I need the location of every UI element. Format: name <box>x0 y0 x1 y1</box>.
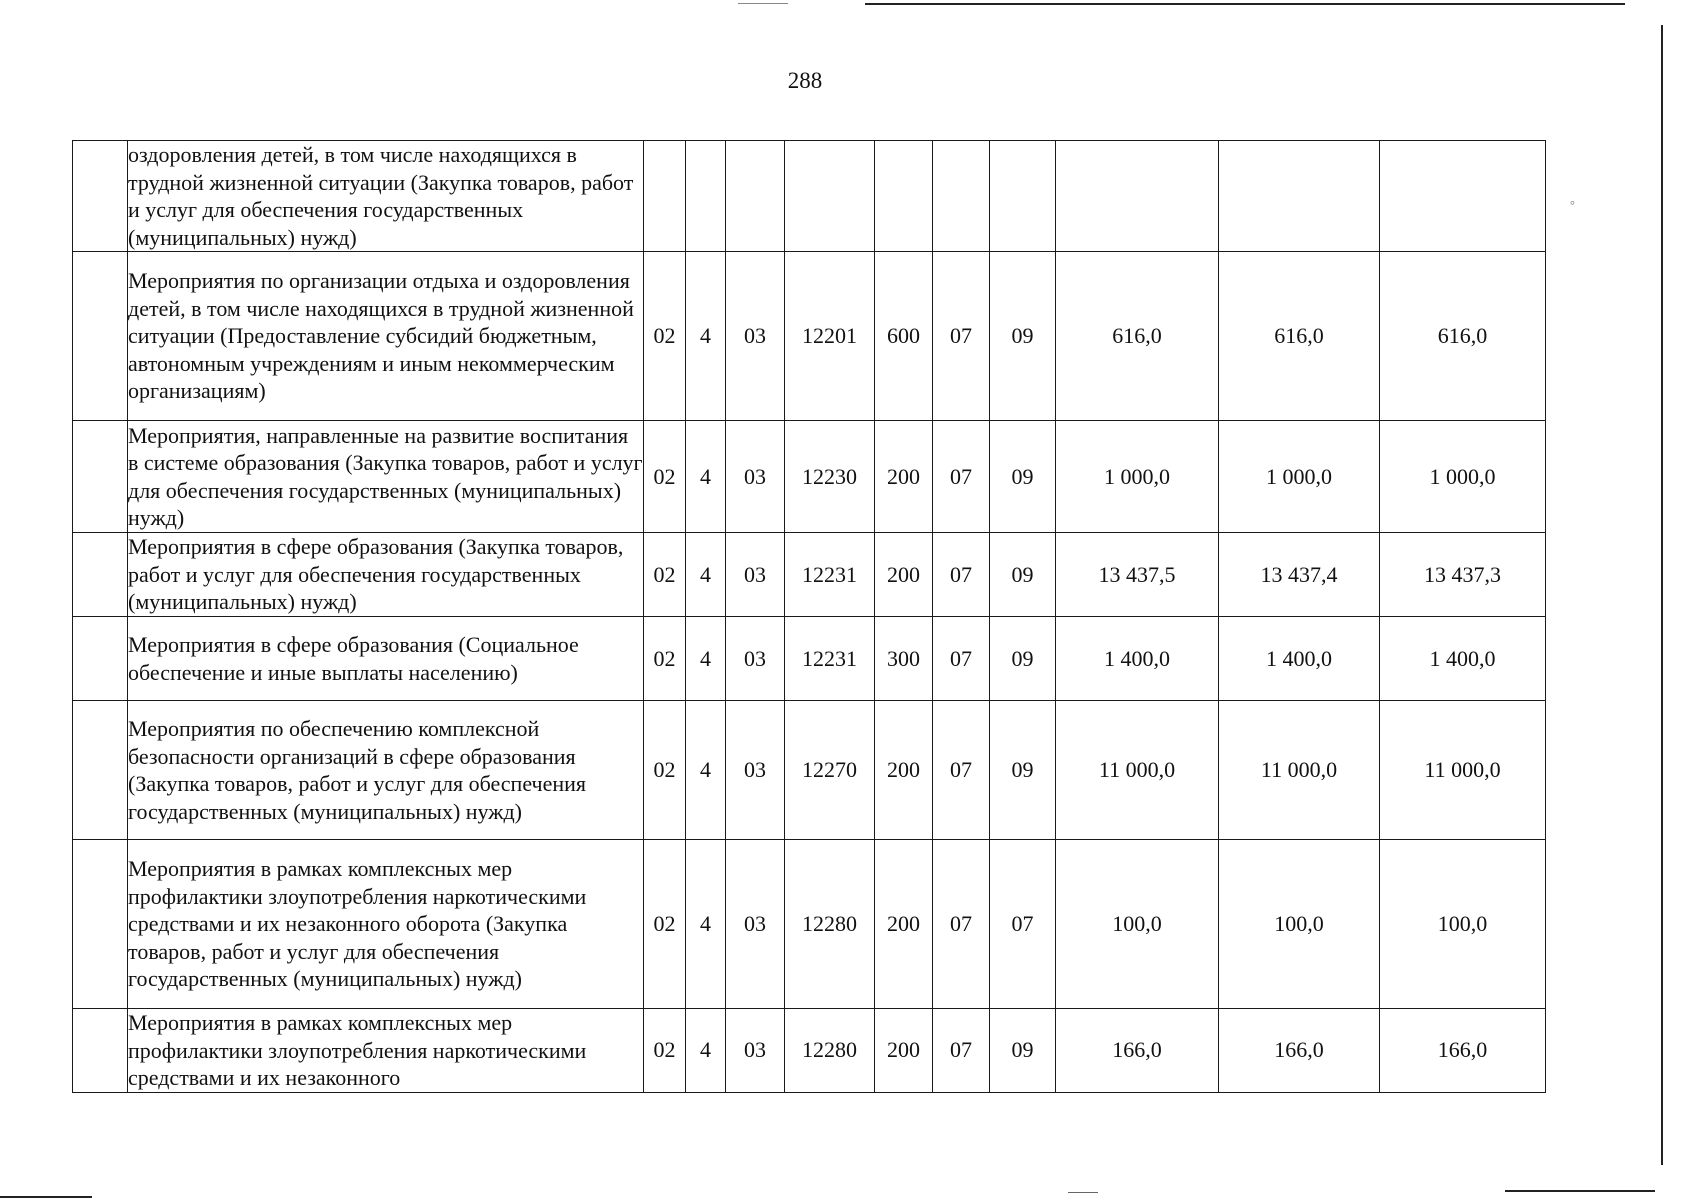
section-code-cell: 07 <box>933 533 990 617</box>
expense-type-code-cell: 600 <box>875 252 933 421</box>
amount-year-2-cell: 13 437,4 <box>1219 533 1380 617</box>
subsection-code-cell: 09 <box>990 617 1056 701</box>
expense-type-code-cell: 200 <box>875 840 933 1009</box>
amount-year-1-cell: 11 000,0 <box>1056 701 1219 840</box>
main-event-code-cell: 03 <box>726 701 785 840</box>
amount-year-2-cell: 1 400,0 <box>1219 617 1380 701</box>
expense-type-code-cell: 300 <box>875 617 933 701</box>
expense-type-code-cell: 200 <box>875 533 933 617</box>
row-number-cell <box>73 617 128 701</box>
subprogram-code-cell: 4 <box>686 421 726 533</box>
table-row <box>73 840 1546 1009</box>
subprogram-code-cell: 4 <box>686 840 726 1009</box>
scan-edge-right <box>1661 25 1663 1165</box>
row-number-cell <box>73 252 128 421</box>
main-event-code-cell: 03 <box>726 533 785 617</box>
amount-year-1-cell: 1 400,0 <box>1056 617 1219 701</box>
row-number-cell <box>73 1009 128 1093</box>
amount-year-2-cell: 616,0 <box>1219 252 1380 421</box>
amount-year-1-cell: 1 000,0 <box>1056 421 1219 533</box>
main-event-code-cell: 03 <box>726 421 785 533</box>
section-code-cell <box>933 141 990 252</box>
description-cell: оздоровления детей, в том числе находящихся в трудной жизненной ситуации (Закупка товаров, работ и услуг для обеспечения государственных (муниципальных) нужд) <box>128 141 644 252</box>
subsection-code-cell: 09 <box>990 1009 1056 1093</box>
subsection-code-cell: 09 <box>990 252 1056 421</box>
main-event-code-cell <box>726 141 785 252</box>
description-cell: Мероприятия в рамках комплексных мер профилактики злоупотребления наркотическими средствами и их незаконного оборота (Закупка товаров, работ и услуг для обеспечения государственных (муниципальных) нужд) <box>128 840 644 1009</box>
amount-year-1-cell: 616,0 <box>1056 252 1219 421</box>
subsection-code-cell: 09 <box>990 701 1056 840</box>
amount-year-3-cell: 166,0 <box>1380 1009 1546 1093</box>
event-code-cell: 12280 <box>785 840 875 1009</box>
description-cell: Мероприятия в сфере образования (Закупка товаров, работ и услуг для обеспечения государственных (муниципальных) нужд) <box>128 533 644 617</box>
amount-year-2-cell: 100,0 <box>1219 840 1380 1009</box>
table-row <box>73 533 1546 617</box>
expense-type-code-cell <box>875 141 933 252</box>
row-number-cell <box>73 840 128 1009</box>
amount-year-3-cell: 1 000,0 <box>1380 421 1546 533</box>
event-code-cell <box>785 141 875 252</box>
event-code-cell: 12231 <box>785 533 875 617</box>
amount-year-3-cell <box>1380 141 1546 252</box>
subprogram-code-cell: 4 <box>686 1009 726 1093</box>
scan-edge-bottom-mid <box>1068 1192 1098 1193</box>
section-code-cell: 07 <box>933 421 990 533</box>
scan-edge-bottom-left <box>0 1196 92 1198</box>
table-row <box>73 1009 1546 1093</box>
main-event-code-cell: 03 <box>726 1009 785 1093</box>
amount-year-1-cell: 100,0 <box>1056 840 1219 1009</box>
subsection-code-cell: 07 <box>990 840 1056 1009</box>
subprogram-code-cell: 4 <box>686 617 726 701</box>
main-event-code-cell: 03 <box>726 840 785 1009</box>
row-number-cell <box>73 141 128 252</box>
section-code-cell: 07 <box>933 617 990 701</box>
program-code-cell <box>644 141 686 252</box>
subsection-code-cell: 09 <box>990 533 1056 617</box>
amount-year-3-cell: 616,0 <box>1380 252 1546 421</box>
event-code-cell: 12201 <box>785 252 875 421</box>
table-row <box>73 701 1546 840</box>
program-code-cell: 02 <box>644 701 686 840</box>
section-code-cell: 07 <box>933 701 990 840</box>
amount-year-2-cell: 166,0 <box>1219 1009 1380 1093</box>
event-code-cell: 12230 <box>785 421 875 533</box>
budget-table <box>72 140 1546 1093</box>
main-event-code-cell: 03 <box>726 252 785 421</box>
program-code-cell: 02 <box>644 252 686 421</box>
page-number: 288 <box>787 68 823 93</box>
amount-year-1-cell <box>1056 141 1219 252</box>
amount-year-2-cell <box>1219 141 1380 252</box>
amount-year-2-cell: 1 000,0 <box>1219 421 1380 533</box>
subprogram-code-cell: 4 <box>686 252 726 421</box>
description-cell: Мероприятия по обеспечению комплексной безопасности организаций в сфере образования (Закупка товаров, работ и услуг для обеспечения государственных (муниципальных) нужд) <box>128 701 644 840</box>
expense-type-code-cell: 200 <box>875 1009 933 1093</box>
section-code-cell: 07 <box>933 252 990 421</box>
section-code-cell: 07 <box>933 1009 990 1093</box>
amount-year-3-cell: 1 400,0 <box>1380 617 1546 701</box>
table-row <box>73 617 1546 701</box>
event-code-cell: 12270 <box>785 701 875 840</box>
program-code-cell: 02 <box>644 1009 686 1093</box>
table-row <box>73 141 1546 252</box>
description-cell: Мероприятия в сфере образования (Социальное обеспечение и иные выплаты населению) <box>128 617 644 701</box>
amount-year-3-cell: 13 437,3 <box>1380 533 1546 617</box>
event-code-cell: 12280 <box>785 1009 875 1093</box>
description-cell: Мероприятия в рамках комплексных мер профилактики злоупотребления наркотическими средствами и их незаконного <box>128 1009 644 1093</box>
scan-edge-top <box>865 3 1625 5</box>
expense-type-code-cell: 200 <box>875 701 933 840</box>
subprogram-code-cell: 4 <box>686 701 726 840</box>
amount-year-3-cell: 11 000,0 <box>1380 701 1546 840</box>
expense-type-code-cell: 200 <box>875 421 933 533</box>
row-number-cell <box>73 421 128 533</box>
amount-year-1-cell: 166,0 <box>1056 1009 1219 1093</box>
row-number-cell <box>73 701 128 840</box>
subprogram-code-cell: 4 <box>686 533 726 617</box>
table-row <box>73 421 1546 533</box>
description-cell: Мероприятия по организации отдыха и оздоровления детей, в том числе находящихся в трудной жизненной ситуации (Предоставление субсидий бюджетным, автономным учреждениям и иным некоммерческим организациям) <box>128 252 644 421</box>
table-body <box>73 141 1546 1093</box>
amount-year-1-cell: 13 437,5 <box>1056 533 1219 617</box>
row-number-cell <box>73 533 128 617</box>
scan-edge-bottom-right <box>1505 1190 1655 1192</box>
program-code-cell: 02 <box>644 617 686 701</box>
scan-edge-top-short <box>738 3 788 4</box>
description-cell: Мероприятия, направленные на развитие воспитания в системе образования (Закупка товаров, работ и услуг для обеспечения государственных (муниципальных) нужд) <box>128 421 644 533</box>
program-code-cell: 02 <box>644 840 686 1009</box>
scan-speck: ° <box>1570 198 1575 212</box>
program-code-cell: 02 <box>644 421 686 533</box>
table-row <box>73 252 1546 421</box>
subprogram-code-cell <box>686 141 726 252</box>
amount-year-2-cell: 11 000,0 <box>1219 701 1380 840</box>
amount-year-3-cell: 100,0 <box>1380 840 1546 1009</box>
subsection-code-cell: 09 <box>990 421 1056 533</box>
event-code-cell: 12231 <box>785 617 875 701</box>
program-code-cell: 02 <box>644 533 686 617</box>
subsection-code-cell <box>990 141 1056 252</box>
section-code-cell: 07 <box>933 840 990 1009</box>
main-event-code-cell: 03 <box>726 617 785 701</box>
